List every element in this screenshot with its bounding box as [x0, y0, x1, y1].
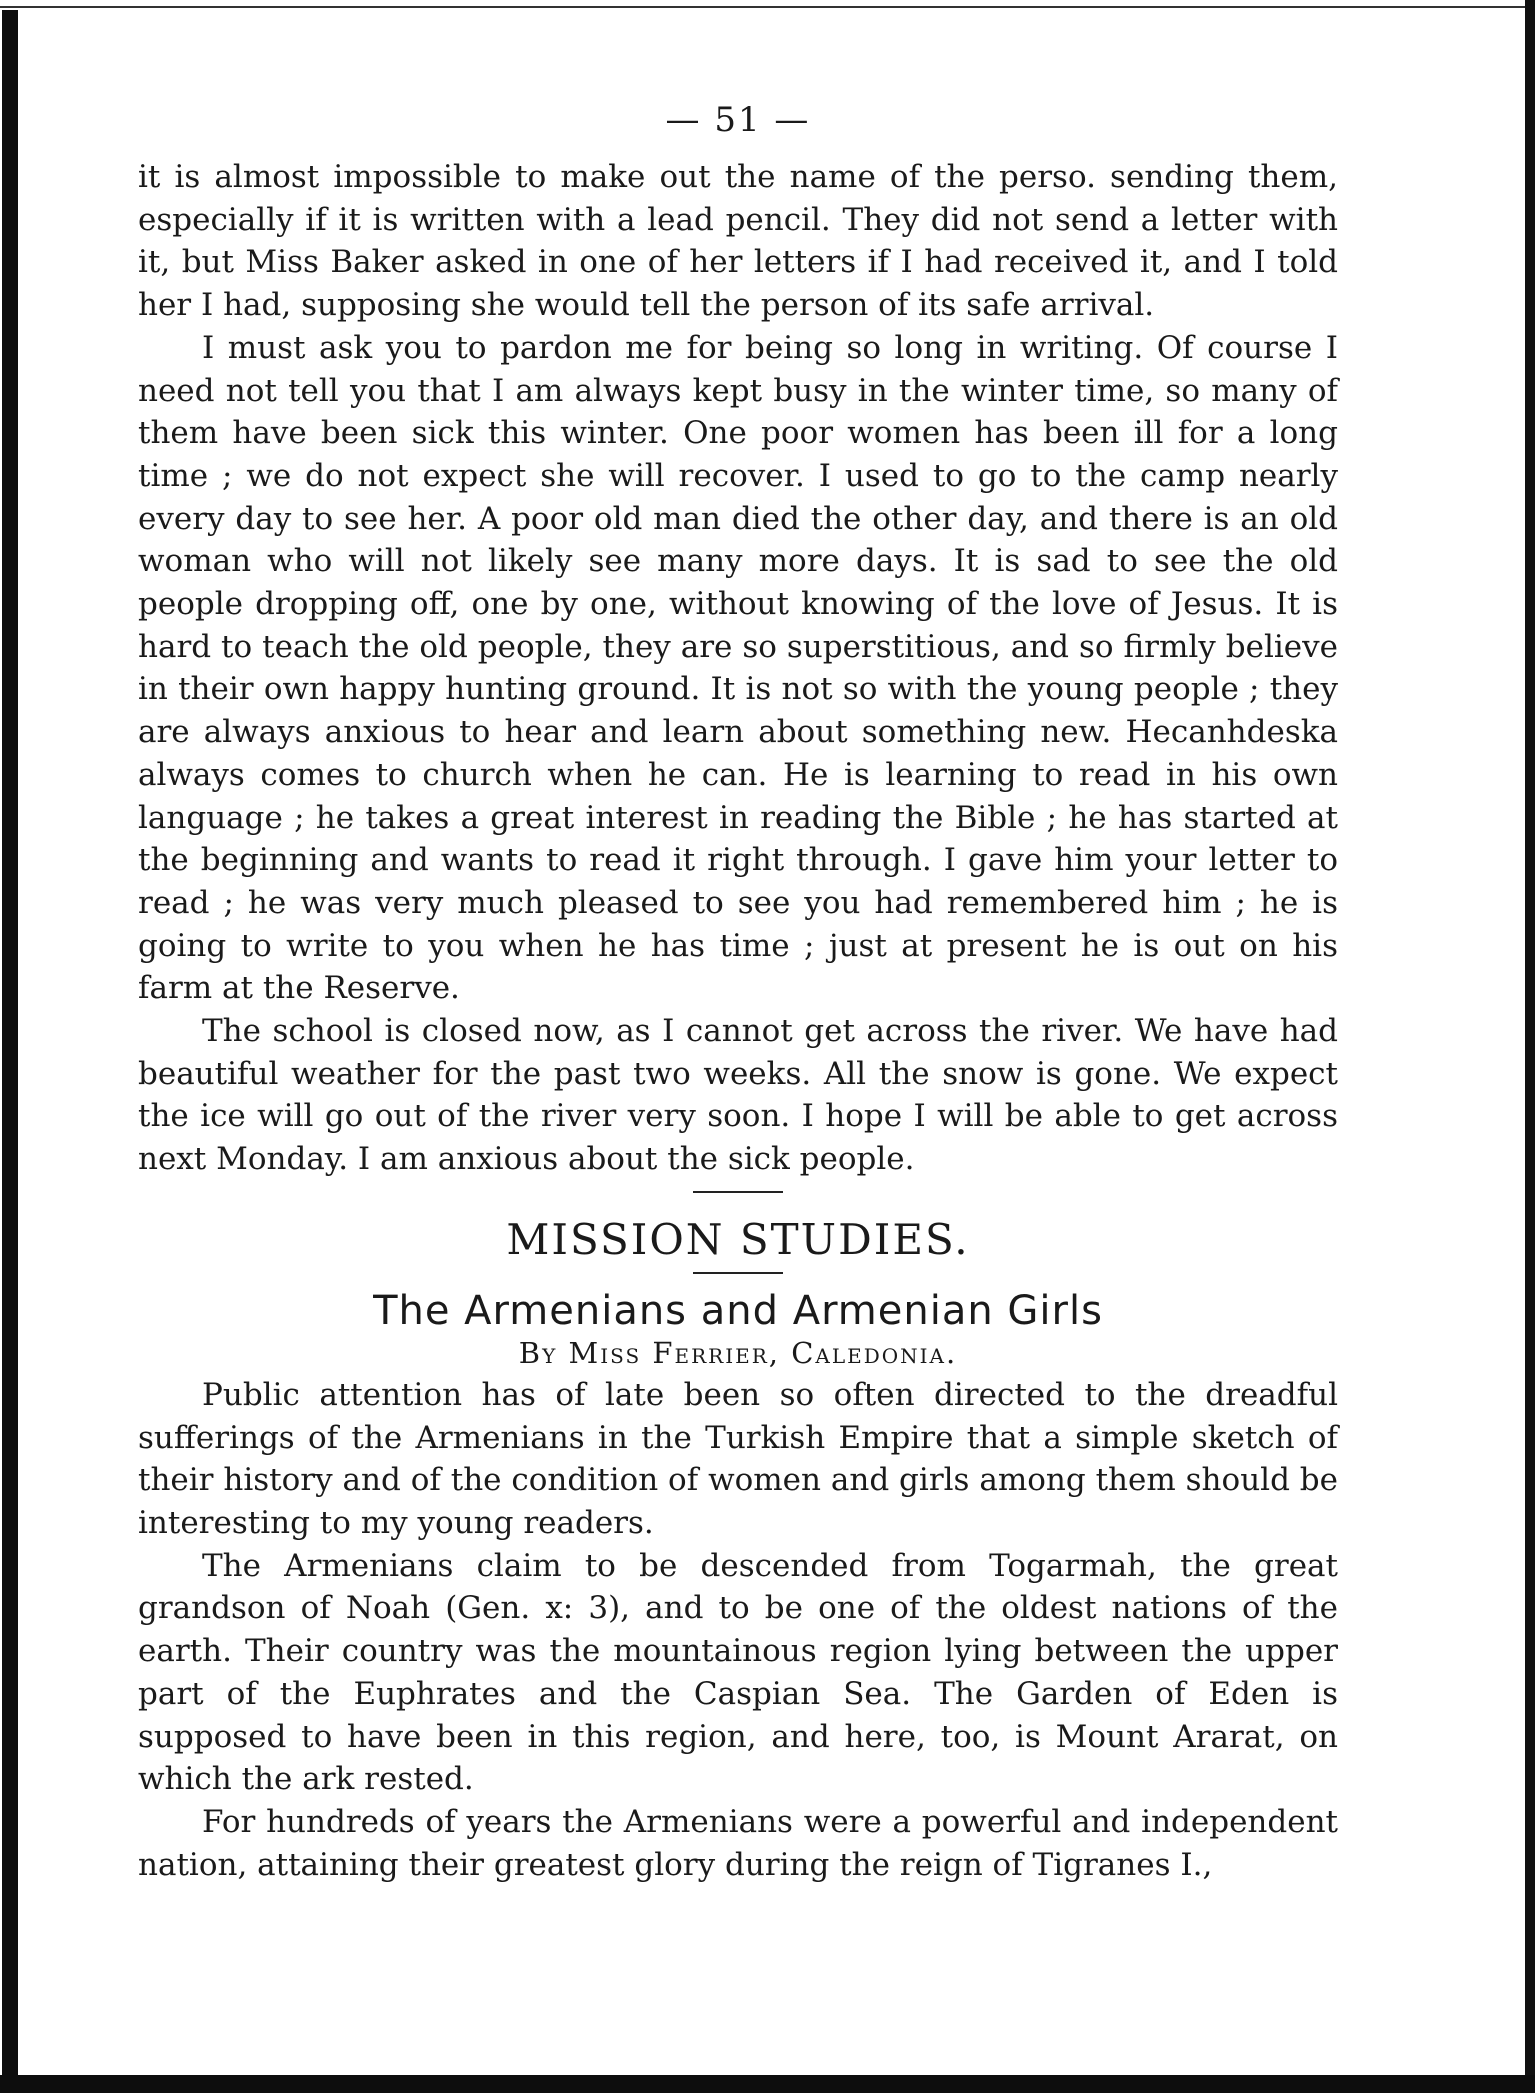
body-paragraph: it is almost impossible to make out the name of the perso. sending them, especially if it is written with a lead pencil. They did not send a letter with it, but Miss Baker asked in one of her letters if I had received it, and I told her I had, supposing she would tell the person of its safe arrival.: [138, 159, 1338, 324]
section-divider: [693, 1191, 783, 1193]
scan-edge-left: [2, 10, 18, 2080]
article-title: The Armenians and Armenian Girls: [373, 1287, 1103, 1334]
scan-edge-right: [1525, 0, 1535, 2093]
section-heading: MISSION STUDIES.: [506, 1214, 970, 1264]
body-paragraph: For hundreds of years the Armenians were a powerful and independent nation, attaining their greatest glory during the reign of Tigranes I.,: [138, 1803, 1338, 1883]
scan-edge-bottom: [0, 2075, 1535, 2093]
scan-edge-top: [0, 0, 1535, 8]
page-number: — 51 —: [665, 100, 811, 140]
article-byline: By Miss Ferrier, Caledonia.: [518, 1335, 958, 1370]
body-paragraph: The school is closed now, as I cannot get across the river. We have had beautiful weather for the past two weeks. All the snow is gone. We expect the ice will go out of the river very soon. I hope I will be able to get across next Monday. I am anxious about the sick people.: [138, 1013, 1338, 1178]
document-page: [138, 100, 1338, 1886]
body-paragraph: Public attention has of late been so often directed to the dreadful sufferings of the Armenians in the Turkish Empire that a simple sketch of their history and of the condition of women and girls among them should be interesting to my young readers.: [138, 1376, 1338, 1541]
heading-divider: [693, 1272, 783, 1274]
body-paragraph: I must ask you to pardon me for being so long in writing. Of course I need not tell you that I am always kept busy in the winter time, so many of them have been sick this winter. One poor women has been ill for a long time ; we do not expect she will recover. I used to go to the camp nearly every day to see her. A poor old man died the other day, and there is an old woman who will not likely see many more days. It is sad to see the old people dropping off, one by one, without knowing of the love of Jesus. It is hard to teach the old people, they are so superstitious, and so firmly believe in their own happy hunting ground. It is not so with the young people ; they are always anxious to hear and learn about something new. Hecanhdeska always comes to church when he can. He is learning to read in his own language ; he takes a great interest in reading the Bible ; he has started at the beginning and wants to read it right through. I gave him your letter to read ; he was very much pleased to see you had remembered him ; he is going to write to you when he has time ; just at present he is out on his farm at the Reserve.: [138, 329, 1338, 1007]
body-paragraph: The Armenians claim to be descended from Togarmah, the great grandson of Noah (Gen. x: 3), and to be one of the oldest nations of the earth. Their country was the mountainous region lying between the upper part of the Euphrates and the Caspian Sea. The Garden of Eden is supposed to have been in this region, and here, too, is Mount Ararat, on which the ark rested.: [138, 1547, 1338, 1798]
